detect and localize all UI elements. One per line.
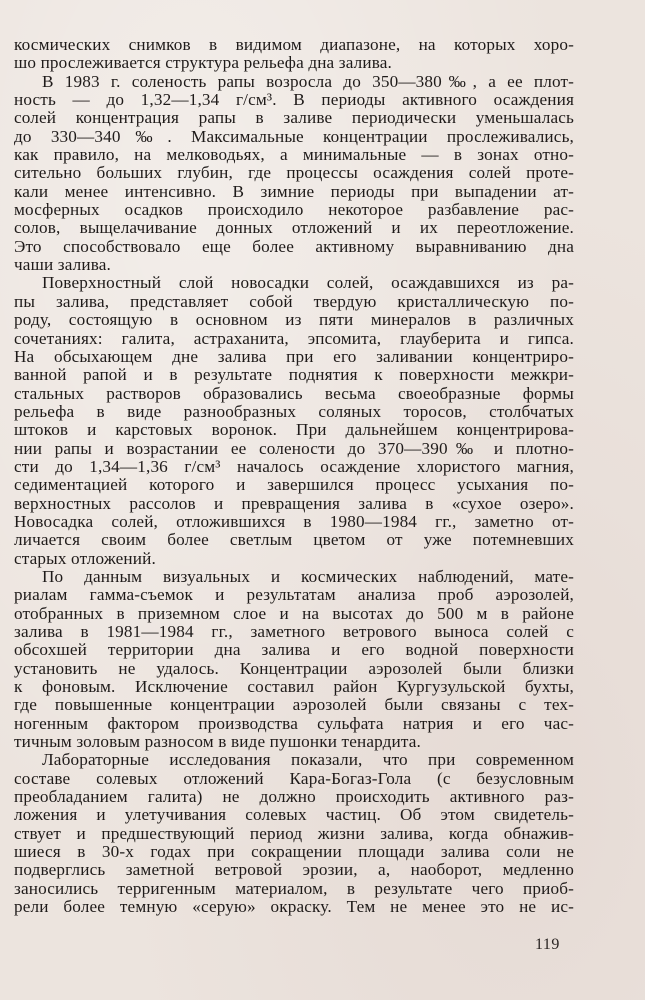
text-line: Новосадка солей, отложившихся в 1980—1984 гг., заметно от- <box>14 511 574 531</box>
text-line: подверглись заметной ветровой эрозии, а, наоборот, медленно <box>14 860 574 880</box>
text-line: космических снимков в видимом диапазоне, на которых хоро- <box>14 35 574 54</box>
text-line: установить не удалось. Концентрации аэрозолей были близки <box>14 658 574 678</box>
text-line: ванной рапой и в результате поднятия к поверхности межкри- <box>14 365 574 385</box>
text-line: седиментацией которого и завершился процесс усыхания по- <box>14 475 574 495</box>
text-line: сительно больших глубин, где процессы осаждения солей проте- <box>14 163 574 183</box>
text-line: риалам гамма-съемок и результатам анализа проб аэрозолей, <box>14 585 574 605</box>
text-line: На обсыхающем дне залива при его заливании концентриро- <box>14 346 574 366</box>
page-number: 119 <box>535 936 560 953</box>
text-line: ность — до 1,32—1,34 г/см³. В периоды активного осаждения <box>14 90 574 110</box>
paragraph <box>14 568 574 751</box>
text-line: составе солевых отложений Кара-Богаз-Гола (с безусловным <box>14 768 574 788</box>
text-line: верхностных рассолов и превращения залива в «сухое озеро». <box>14 493 574 513</box>
text-line: обсохшей территории дна залива и его водной поверхности <box>14 640 574 660</box>
text-line: пы залива, представляет собой твердую кристаллическую по- <box>14 291 574 311</box>
text-line: рельефа в виде разнообразных соляных торосов, столбчатых <box>14 401 574 421</box>
text-line: шо прослеживается структура рельефа дна залива. <box>14 53 392 73</box>
text-line: до 330—340‰. Максимальные концентрации прослеживались, <box>14 126 574 146</box>
text-line: как правило, на мелководьях, а минимальные — в зонах отно- <box>14 145 574 165</box>
text-line: к фоновым. Исключение составил район Кургузульской бухты, <box>14 677 574 697</box>
text-line: кали менее интенсивно. В зимние периоды при выпадении ат- <box>14 181 574 201</box>
text-line: шиеся в 30-х годах при сокращении площади залива соли не <box>14 842 574 862</box>
text-line: солов, выщелачивание донных отложений и их переотложение. <box>14 218 574 238</box>
text-line: преобладанием галита) не должно происходить активного раз- <box>14 787 574 807</box>
text-line: чаши залива. <box>14 255 111 275</box>
paragraph <box>14 751 574 916</box>
text-line: Поверхностный слой новосадки солей, осаждавшихся из ра- <box>42 273 574 293</box>
text-line: солей концентрация рапы в заливе периодически уменьшалась <box>14 108 574 128</box>
paragraph <box>14 73 574 275</box>
text-line: рели более темную «серую» окраску. Тем не менее это не ис- <box>14 897 574 917</box>
text-line: Лабораторные исследования показали, что при современном <box>42 750 574 770</box>
paragraph <box>14 36 574 73</box>
text-line: Это способствовало еще более активному выравниванию дна <box>14 236 574 256</box>
text-line: штоков и карстовых воронок. При дальнейшем концентрирова- <box>14 420 574 440</box>
text-line: По данным визуальных и космических наблюдений, мате- <box>42 566 574 586</box>
text-line: ложения и улетучивания солевых частиц. Об этом свидетель- <box>14 805 574 825</box>
text-line: роду, состоящую в основном из пяти минералов в различных <box>14 310 574 330</box>
text-line: сочетаниях: галита, астраханита, эпсомита, глауберита и гипса. <box>14 328 574 348</box>
text-line: где повышенные концентрации аэрозолей были связаны с тех- <box>14 695 574 715</box>
text-line: нии рапы и возрастании ее солености до 370—390‰ и плотно- <box>14 438 574 458</box>
text-line: мосферных осадков происходило некоторое разбавление рас- <box>14 200 574 220</box>
body-text <box>14 36 574 917</box>
text-line: стальных растворов образовались весьма своеобразные формы <box>14 383 574 403</box>
text-line: ствует и предшествующий период жизни залива, когда обнажив- <box>14 823 574 843</box>
text-line: сти до 1,34—1,36 г/см³ началось осаждение хлористого магния, <box>14 456 574 476</box>
text-line: отобранных в приземном слое и на высотах до 500 м в районе <box>14 603 574 623</box>
text-line: заносились терригенным материалом, в результате чего приоб- <box>14 878 574 898</box>
text-line: личается своим более светлым цветом от уже потемневших <box>14 530 574 550</box>
text-line: ногенным фактором производства сульфата натрия и его час- <box>14 713 574 733</box>
text-line: В 1983 г. соленость рапы возросла до 350—380‰, а ее плот- <box>42 71 574 91</box>
text-line: тичным золовым разносом в виде пушонки тенардита. <box>14 732 421 752</box>
text-line: залива в 1981—1984 гг., заметного ветрового выноса солей с <box>14 622 574 641</box>
text-line: старых отложений. <box>14 548 156 568</box>
paragraph <box>14 274 574 568</box>
